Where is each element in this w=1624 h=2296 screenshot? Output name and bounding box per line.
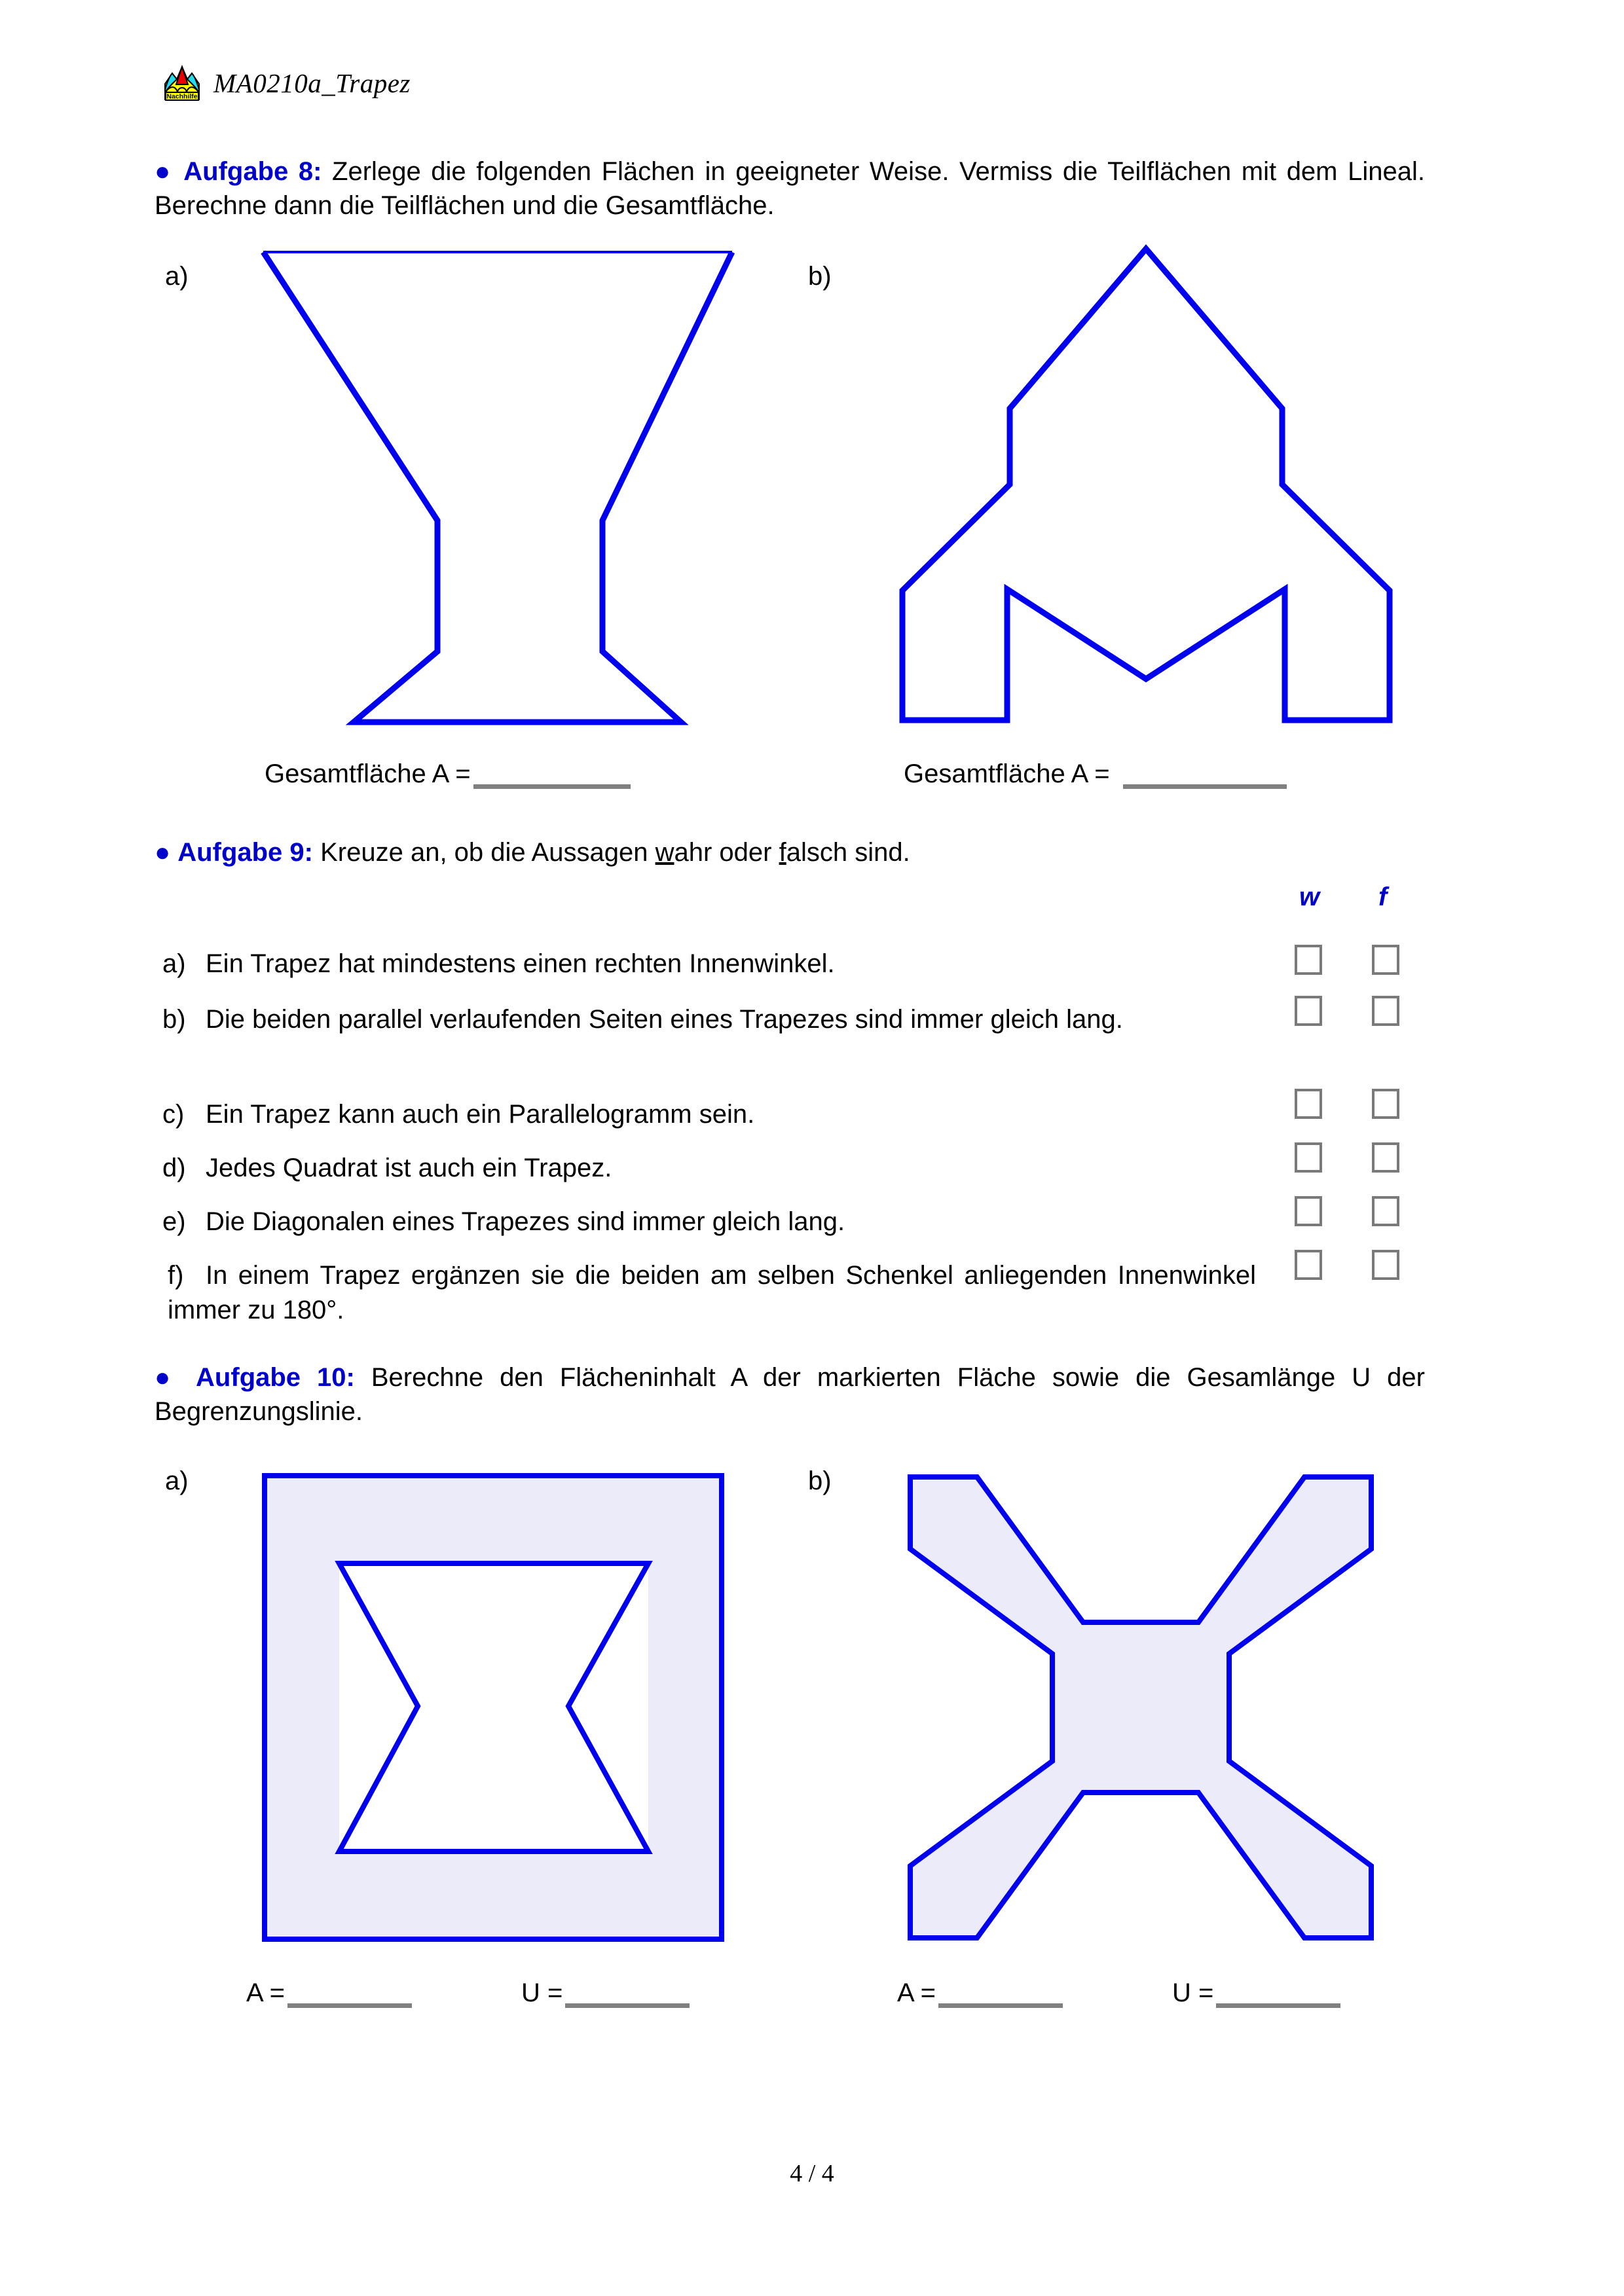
task-10-bullet: ●	[155, 1363, 180, 1392]
checkbox-d-false[interactable]	[1372, 1142, 1399, 1173]
svg-text:Nachhilfe: Nachhilfe	[166, 92, 198, 101]
task-9-text-before: Kreuze an, ob die Aussagen	[312, 838, 655, 867]
task-8-answer-b-label: Gesamtfläche A =	[904, 759, 1110, 788]
task-8-answer-a-blank[interactable]	[473, 762, 631, 789]
task-8-answer-b-blank[interactable]	[1123, 762, 1287, 789]
task-8-answer-a	[265, 759, 631, 789]
checkbox-c-false[interactable]	[1372, 1089, 1399, 1119]
x-cross-figure	[905, 1472, 1376, 1943]
rocket-figure	[897, 244, 1395, 741]
page-header	[162, 64, 411, 102]
checkbox-b-true[interactable]	[1295, 996, 1322, 1026]
column-header-true: w	[1299, 883, 1320, 911]
task-10-perim-a-blank[interactable]	[565, 1981, 690, 2008]
task-8-bullet: ●	[155, 157, 174, 186]
checkbox-b-false[interactable]	[1372, 996, 1399, 1026]
statement-row-f	[168, 1258, 1256, 1328]
task-8-sublabel-b: b)	[808, 262, 832, 291]
statement-marker-a: a)	[162, 949, 186, 978]
checkbox-a-false[interactable]	[1372, 945, 1399, 975]
statement-marker-e: e)	[162, 1207, 186, 1236]
task-10-label: Aufgabe 10:	[196, 1363, 355, 1392]
task-8-text: Zerlege die folgenden Flächen in geeigneter Weise. Vermiss die Teilflächen mit dem Lineal. Berechne dann die Teilflächen und die Gesamtfläche.	[155, 157, 1425, 220]
checkbox-e-true[interactable]	[1295, 1196, 1322, 1226]
task-8-instruction	[155, 155, 1425, 223]
statement-marker-f: f)	[168, 1261, 184, 1290]
task-10-area-a-label: A =	[246, 1978, 285, 2007]
task-10-area-a	[246, 1978, 412, 2008]
checkbox-a-true[interactable]	[1295, 945, 1322, 975]
task-9-underline-w: w	[655, 838, 674, 867]
task-9-bullet: ●	[155, 838, 171, 867]
statement-text-e: Die Diagonalen eines Trapezes sind immer gleich lang.	[206, 1207, 845, 1236]
task-10-sublabel-b: b)	[808, 1467, 832, 1495]
task-10-perim-b	[1172, 1978, 1340, 2008]
statement-text-b: Die beiden parallel verlaufenden Seiten eines Trapezes sind immer gleich lang.	[206, 1005, 1123, 1034]
task-10-text: Berechne den Flächeninhalt A der markierten Fläche sowie die Gesamlänge U der Begrenzungslinie.	[155, 1363, 1425, 1426]
checkbox-f-false[interactable]	[1372, 1250, 1399, 1280]
checkbox-f-true[interactable]	[1295, 1250, 1322, 1280]
statement-text-f: In einem Trapez ergänzen sie die beiden am selben Schenkel anliegenden Innenwinkel immer zu 180°.	[168, 1261, 1256, 1324]
task-8-answer-b	[904, 759, 1287, 789]
statement-row-a	[162, 947, 1256, 981]
task-10-perim-b-label: U =	[1172, 1978, 1214, 2007]
task-10-sublabel-a: a)	[165, 1467, 189, 1495]
task-8-answer-a-label: Gesamtfläche A =	[265, 759, 471, 788]
statement-text-c: Ein Trapez kann auch ein Parallelogramm sein.	[206, 1100, 755, 1129]
statement-marker-c: c)	[162, 1100, 185, 1129]
task-8-label: Aufgabe 8:	[183, 157, 322, 186]
statement-row-e	[162, 1205, 1256, 1239]
column-header-false: f	[1378, 883, 1388, 911]
nachhilfe-logo-icon	[162, 64, 202, 102]
statement-marker-d: d)	[162, 1154, 186, 1182]
task-10-area-b-label: A =	[897, 1978, 936, 2007]
goblet-figure	[249, 246, 747, 737]
page-footer: 4 / 4	[790, 2160, 834, 2187]
checkbox-e-false[interactable]	[1372, 1196, 1399, 1226]
task-9-label: Aufgabe 9:	[177, 838, 313, 867]
task-10-area-b	[897, 1978, 1063, 2008]
task-8-sublabel-a: a)	[165, 262, 189, 291]
task-9-text-mid-1: ahr oder	[674, 838, 779, 867]
statement-row-b	[162, 1002, 1256, 1037]
task-9-underline-f: f	[779, 838, 786, 867]
task-9-instruction	[155, 835, 1425, 869]
task-10-instruction	[155, 1360, 1425, 1429]
task-10-perim-a-label: U =	[521, 1978, 563, 2007]
task-10-perim-a	[521, 1978, 690, 2008]
statement-text-a: Ein Trapez hat mindestens einen rechten Innenwinkel.	[206, 949, 835, 978]
task-10-perim-b-blank[interactable]	[1216, 1981, 1340, 2008]
document-title: MA0210a_Trapez	[213, 68, 411, 98]
checkbox-d-true[interactable]	[1295, 1142, 1322, 1173]
checkbox-c-true[interactable]	[1295, 1089, 1322, 1119]
statement-text-d: Jedes Quadrat ist auch ein Trapez.	[206, 1154, 612, 1182]
task-9-text-mid-2: alsch sind.	[786, 838, 910, 867]
square-hourglass-figure	[261, 1472, 726, 1943]
statement-row-c	[162, 1097, 1256, 1132]
statement-marker-b: b)	[162, 1005, 186, 1034]
task-10-area-b-blank[interactable]	[938, 1981, 1063, 2008]
statement-row-d	[162, 1151, 1256, 1186]
task-10-area-a-blank[interactable]	[287, 1981, 412, 2008]
